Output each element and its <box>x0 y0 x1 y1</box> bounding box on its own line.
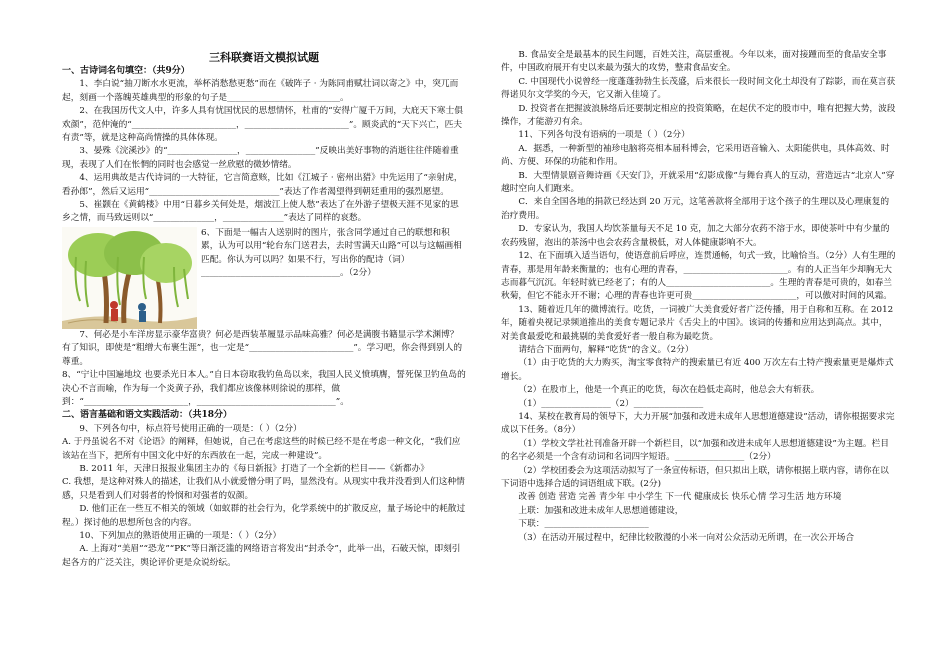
paragraph: 8、“宁让中国遍地坟 也要杀光日本人。”自日本窃取我钓鱼岛以来，我国人民义愤填膺，誓死保卫钓鱼岛的决心不言而喻，作为每一个炎黄子孙，我们都应该像林则徐说的那样，做到：“________________________，________________________________”。 <box>62 370 466 407</box>
left-paragraphs <box>62 65 466 226</box>
left-paragraphs-2 <box>62 329 466 570</box>
paragraph: 9、下列各句中，标点符号使用正确的一项是：（ ）（2分） <box>79 423 302 434</box>
paragraph: C．来自全国各地的捐款已经达到 20 万元，这笔善款将全部用于这个孩子的生理以及心理康复的治疗费用。 <box>501 197 890 221</box>
paragraph: 5、崔颢在《黄鹤楼》中用“日暮乡关何处是，烟波江上使人愁”表达了在外游子望极天涯不见家的思乡之情，而马致远则以“______________，______________”表达了同样的哀愁。 <box>62 200 459 224</box>
paragraph: 请结合下面两句，解释“吃货”的含义。（2分） <box>518 344 694 355</box>
section-heading: 一、古诗词名句填空：（共9分） <box>62 66 190 76</box>
section-heading: 二、语言基础和语文实践活动：（共18分） <box>62 410 233 421</box>
figure-question-row <box>62 227 466 329</box>
paragraph: （1）学校文学社社刊准备开辟一个新栏目，以“加强和改进未成年人思想道德建设”为主题。栏目的名字必须是一个含有动词和名词四字短语。________________（2分） <box>501 438 889 463</box>
paragraph: B. 食品安全是最基本的民生问题，百姓关注，高层重视。今年以来，面对接踵而至的食品安全事件，中国政府展开有史以来最为强大的攻势，整肃食品安全。 <box>501 50 887 74</box>
paragraph: A. 上海对“美眉”“恐龙”“PK”等日渐泛滥的网络语言将发出“封杀令”，此举一出，石破天惊，即刻引起各方的广泛关注，舆论评价更是众说纷纭。 <box>62 544 461 568</box>
paragraph: 10、下列加点的熟语使用正确的一项是：（ ）（2分） <box>79 530 282 541</box>
paragraph: 1、李白说“抽刀断水水更流，举杯消愁愁更愁”而在《破阵子 · 为陈同甫赋壮词以寄之》中，突兀而起，刻画一个落魄英雄典型的形象的句子是__________________________。 <box>62 79 459 103</box>
paragraph: B．大型情景剧音舞诗画《天安门》，开就采用“幻影成像”与舞台真人的互动，营造远古“北京人”穿越时空向人们跑来。 <box>501 170 895 195</box>
farewell-painting <box>62 227 197 329</box>
page-title: 三科联赛语文模拟试题 <box>209 51 319 64</box>
paragraph: （1）由于吃货的大力购买，淘宝零食特产的搜索量已有近 400 万次左右土特产搜索量更是爆炸式增长。 <box>501 358 894 382</box>
paragraph: 13、随着近几年的微博流行。吃货，一词被广大美食爱好者广泛传播，用于自称和互称。在 2012 年，随着央视记录频道推出的美食专题记录片《舌尖上的中国》。该词的传播和应用达到高点。其中，对美食最爱吃和最挑剔的美食爱好者一般自称为最吃货。 <box>501 304 894 342</box>
paragraph: 14、某校在教育局的领导下，大力开展“加强和改进未成年人思想道德建设”活动，请你根据要求完成以下任务。（8分） <box>501 411 895 436</box>
right-column <box>501 0 896 545</box>
paragraph: 改善 创造 营造 完善 青少年 中小学生 下一代 健康成长 快乐心情 学习生活 地方环境 <box>518 492 842 503</box>
left-column <box>62 0 466 570</box>
paragraph: D．专家认为，我国人均饮茶量每天不足 10 克，加之大部分农药不溶于水，即使茶叶中有少量的农药残留，泡出的茶汤中也会农药含量极低，对人体健康影响不大。 <box>501 224 890 248</box>
paragraph: （2）学校团委会为这项活动拟写了一条宣传标语，但只拟出上联，请你根据上联内容，请你在以下词语中选择合适的词语组成下联。(2分) <box>501 465 889 489</box>
paragraph: 7、何必是小车洋房显示豪华富贵？何必是西装革履显示品味高雅？何必是满腹书籍显示学术渊博？有了知识，即使是“粗缯大布裹生涯”，也一定是“________________________”。学习吧，你会得到别人的尊重。 <box>62 329 463 367</box>
paragraph: 3、晏殊《浣溪沙》的“________________，________________”反映出美好事物的消逝往往伴随着重现，表现了人们在怅惘的同时也会感觉一丝欣慰的微妙情绪。 <box>62 146 459 170</box>
paragraph: （2）在股市上，他是一个真正的吃货，每次在趋低走高时，他总会大有斩获。 <box>518 385 820 396</box>
paragraph: （1）________________（2）________________ <box>518 398 704 409</box>
paragraph: C. 中国现代小说曾经一度蓬蓬勃勃生长茂盛，后来很长一段时间文化土却没有了踪影，而在莫言获得诺贝尔文学奖的今天，它又渐入佳境了。 <box>501 76 896 101</box>
paragraph: A．据悉，一种新型的袖珍电脑将亮相本届科博会，它采用语音输入、太阳能供电，具体高效、时尚、方便、环保的功能和作用。 <box>501 143 890 168</box>
willow-tree-icon <box>62 227 197 329</box>
right-paragraphs <box>501 49 896 545</box>
paragraph: 4、运用典故是古代诗词的一大特征，它言简意赅，比如《江城子 · 密州出猎》中先运用了“亲射虎，看孙郎”，然后又运用“______________________________”表达了作者渴望得到朝廷重用的强烈愿望。 <box>62 173 463 197</box>
paragraph: 11、下列各句没有语病的一项是（ ）（2分） <box>518 130 690 141</box>
paragraph: 12、在下面填入适当语句，使语意前后呼应，连贯通畅，句式一致，比喻恰当。（2分）人有生理的青春，那是用年龄来衡量的；也有心理的青春，________________________。有的人正当年少却胸无大志而暮气沉沉。年轻时就已经老了；有的人________________________。生理的青春是可贵的，如春兰秋菊，但它不能永开不谢；心理的青春也许更可贵________________________，可以傲对时间的风霜。 <box>501 251 896 302</box>
paragraph: D. 他们正在一些互不相关的领域（如蚁群的社会行为，化学系统中的扩散反应，量子场论中的耗散过程。）探讨他的思想所包含的内容。 <box>62 504 466 528</box>
question-6: 6、下面是一幅古人送别时的图片，张含同学通过自己的联想和积累，认为可以用“轮台东门送君去，去时雪满天山路”可以与这幅画相匹配。你认为可以吗？如果不行，写出你的配诗（词）________________________________。（2分） <box>201 227 462 279</box>
paragraph: （3）在活动开展过程中，纪律比较散漫的小米一向对公众活动无所谓，在一次公开场合 <box>518 532 855 543</box>
paragraph: 下联：________________________ <box>518 519 649 530</box>
paragraph: D. 投资者在把握波浪脉络后还要制定相应的投资策略，在起伏不定的股市中，唯有把握大势，波段操作，才能游刃有余。 <box>501 103 896 128</box>
paragraph: 上联：加强和改进未成年人思想道德建设， <box>518 505 684 516</box>
paragraph: B. 2011 年，天津日报报业集团主办的《每日新报》打造了一个全新的栏目——《新都办》 <box>79 463 429 474</box>
paragraph: C. 我想，是这种对殊人的描述，让我们从小就爱憎分明了吗，显然没有。从现实中我并没看到人们这种情感，只是看到人们对弱者的怜悯和对强者的奴颜。 <box>62 477 465 501</box>
paragraph: 2、在我国历代文人中，许多人具有忧国忧民的思想情怀，杜甫的“安得广厦千万间，大庇天下寒士俱欢颜”，范仲淹的“________________________，________________________”。顾炎武的“天下兴亡，匹夫有责”等，就是这种高尚情操的具体体现。 <box>62 106 463 144</box>
paragraph: A. 于丹虽说名不对《论语》的阐释，但她说，自己在考虑这些的时候已经不是在考虑一种文化，“我们应该站在当下，把所有中国文化中好的东西放在一起，完成一种建设”。 <box>62 437 461 461</box>
